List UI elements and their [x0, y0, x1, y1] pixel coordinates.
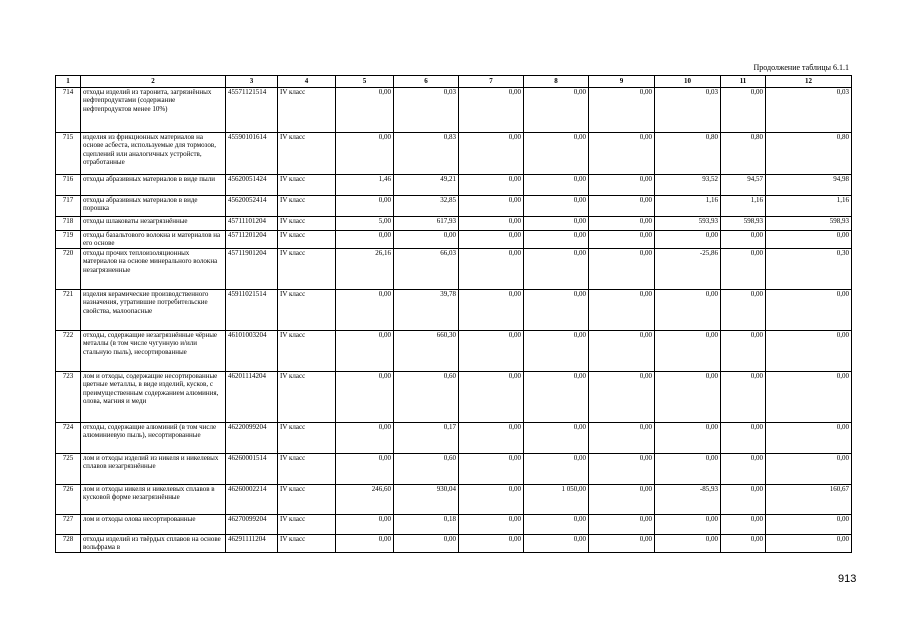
- value-col-6: 66,03: [394, 248, 459, 289]
- fkko-code: 45711901204: [226, 248, 278, 289]
- fkko-code: 45571121514: [226, 88, 278, 133]
- value-col-11: 0,00: [721, 453, 766, 484]
- value-col-10: 93,52: [655, 175, 721, 196]
- value-col-5: 0,00: [336, 422, 394, 453]
- value-col-7: 0,00: [459, 534, 524, 552]
- value-col-8: 0,00: [524, 88, 589, 133]
- value-col-12: 0,30: [766, 248, 852, 289]
- fkko-code: 46270099204: [226, 514, 278, 534]
- value-col-12: 0,03: [766, 88, 852, 133]
- row-number: 716: [56, 175, 81, 196]
- row-number: 725: [56, 453, 81, 484]
- value-col-11: 0,00: [721, 422, 766, 453]
- value-col-5: 0,00: [336, 231, 394, 249]
- value-col-8: 0,00: [524, 534, 589, 552]
- value-col-10: 0,03: [655, 88, 721, 133]
- hazard-class: IV класс: [278, 231, 336, 249]
- value-col-8: 0,00: [524, 133, 589, 175]
- waste-name: изделия из фрикционных материалов на основе асбеста, используемые для тормозов, сцеплений или аналогичных устройств, отработанные: [81, 133, 226, 175]
- value-col-6: 0,60: [394, 371, 459, 422]
- value-col-9: 0,00: [589, 231, 655, 249]
- value-col-5: 0,00: [336, 289, 394, 330]
- value-col-6: 0,00: [394, 231, 459, 249]
- waste-table: [55, 75, 852, 553]
- value-col-11: 0,00: [721, 484, 766, 514]
- waste-name: отходы изделий из твёрдых сплавов на основе вольфрама в: [81, 534, 226, 552]
- value-col-5: 0,00: [336, 534, 394, 552]
- value-col-11: 0,00: [721, 371, 766, 422]
- table-row: [56, 175, 852, 196]
- hazard-class: IV класс: [278, 217, 336, 231]
- value-col-7: 0,00: [459, 248, 524, 289]
- table-row: [56, 453, 852, 484]
- value-col-10: 0,00: [655, 330, 721, 371]
- value-col-5: 0,00: [336, 330, 394, 371]
- value-col-6: 32,85: [394, 196, 459, 217]
- value-col-9: 0,00: [589, 371, 655, 422]
- column-header: 12: [766, 76, 852, 88]
- row-number: 721: [56, 289, 81, 330]
- value-col-12: 0,80: [766, 133, 852, 175]
- hazard-class: IV класс: [278, 534, 336, 552]
- table-row: [56, 484, 852, 514]
- value-col-12: 94,98: [766, 175, 852, 196]
- value-col-10: 0,00: [655, 534, 721, 552]
- value-col-5: 1,46: [336, 175, 394, 196]
- value-col-12: 0,00: [766, 289, 852, 330]
- fkko-code: 45711201204: [226, 231, 278, 249]
- value-col-6: 0,60: [394, 453, 459, 484]
- column-header: 11: [721, 76, 766, 88]
- waste-name: отходы абразивных материалов в виде порошка: [81, 196, 226, 217]
- value-col-8: 1 050,00: [524, 484, 589, 514]
- value-col-5: 0,00: [336, 133, 394, 175]
- value-col-11: 94,57: [721, 175, 766, 196]
- table-row: [56, 217, 852, 231]
- value-col-9: 0,00: [589, 217, 655, 231]
- hazard-class: IV класс: [278, 453, 336, 484]
- hazard-class: IV класс: [278, 88, 336, 133]
- fkko-code: 46260001514: [226, 453, 278, 484]
- column-header: 8: [524, 76, 589, 88]
- value-col-6: 0,17: [394, 422, 459, 453]
- value-col-7: 0,00: [459, 514, 524, 534]
- column-header: 4: [278, 76, 336, 88]
- row-number: 728: [56, 534, 81, 552]
- value-col-5: 0,00: [336, 514, 394, 534]
- waste-name: отходы абразивных материалов в виде пыли: [81, 175, 226, 196]
- value-col-10: 0,00: [655, 289, 721, 330]
- fkko-code: 46101003204: [226, 330, 278, 371]
- column-header: 6: [394, 76, 459, 88]
- table-row: [56, 514, 852, 534]
- hazard-class: IV класс: [278, 248, 336, 289]
- value-col-7: 0,00: [459, 289, 524, 330]
- value-col-9: 0,00: [589, 248, 655, 289]
- row-number: 724: [56, 422, 81, 453]
- value-col-11: 0,00: [721, 534, 766, 552]
- value-col-7: 0,00: [459, 231, 524, 249]
- value-col-7: 0,00: [459, 453, 524, 484]
- value-col-8: 0,00: [524, 453, 589, 484]
- value-col-9: 0,00: [589, 453, 655, 484]
- row-number: 719: [56, 231, 81, 249]
- hazard-class: IV класс: [278, 133, 336, 175]
- page-number: 913: [838, 573, 857, 585]
- waste-name: отходы, содержащие незагрязнённые чёрные металлы (в том числе чугунную и/или стальную пыль), несортированные: [81, 330, 226, 371]
- table-row: [56, 196, 852, 217]
- value-col-12: 0,00: [766, 371, 852, 422]
- value-col-5: 0,00: [336, 453, 394, 484]
- value-col-11: 0,00: [721, 231, 766, 249]
- value-col-10: 0,00: [655, 371, 721, 422]
- fkko-code: 46201114204: [226, 371, 278, 422]
- table-row: [56, 289, 852, 330]
- hazard-class: IV класс: [278, 484, 336, 514]
- value-col-6: 49,21: [394, 175, 459, 196]
- value-col-8: 0,00: [524, 231, 589, 249]
- table-row: [56, 371, 852, 422]
- value-col-10: 0,00: [655, 514, 721, 534]
- value-col-9: 0,00: [589, 175, 655, 196]
- value-col-11: 0,00: [721, 248, 766, 289]
- column-header: 3: [226, 76, 278, 88]
- value-col-7: 0,00: [459, 175, 524, 196]
- value-col-10: 1,16: [655, 196, 721, 217]
- fkko-code: 46260002214: [226, 484, 278, 514]
- hazard-class: IV класс: [278, 175, 336, 196]
- value-col-10: 0,00: [655, 422, 721, 453]
- value-col-11: 0,00: [721, 330, 766, 371]
- value-col-12: 0,00: [766, 534, 852, 552]
- column-header: 5: [336, 76, 394, 88]
- value-col-9: 0,00: [589, 534, 655, 552]
- fkko-code: 45911021514: [226, 289, 278, 330]
- fkko-code: 45620051424: [226, 175, 278, 196]
- value-col-7: 0,00: [459, 133, 524, 175]
- value-col-12: 0,00: [766, 453, 852, 484]
- value-col-12: 0,00: [766, 422, 852, 453]
- value-col-10: 0,00: [655, 231, 721, 249]
- value-col-8: 0,00: [524, 422, 589, 453]
- hazard-class: IV класс: [278, 514, 336, 534]
- value-col-7: 0,00: [459, 484, 524, 514]
- row-number: 717: [56, 196, 81, 217]
- waste-name: лом и отходы изделий из никеля и никелевых сплавов незагрязнённые: [81, 453, 226, 484]
- value-col-6: 0,03: [394, 88, 459, 133]
- row-number: 718: [56, 217, 81, 231]
- table-row: [56, 133, 852, 175]
- row-number: 715: [56, 133, 81, 175]
- value-col-11: 0,00: [721, 514, 766, 534]
- value-col-6: 0,18: [394, 514, 459, 534]
- row-number: 720: [56, 248, 81, 289]
- value-col-5: 5,00: [336, 217, 394, 231]
- value-col-5: 26,16: [336, 248, 394, 289]
- hazard-class: IV класс: [278, 289, 336, 330]
- value-col-6: 0,00: [394, 534, 459, 552]
- value-col-8: 0,00: [524, 248, 589, 289]
- value-col-12: 0,00: [766, 231, 852, 249]
- value-col-8: 0,00: [524, 217, 589, 231]
- value-col-12: 160,67: [766, 484, 852, 514]
- column-header: 9: [589, 76, 655, 88]
- value-col-9: 0,00: [589, 514, 655, 534]
- value-col-5: 0,00: [336, 371, 394, 422]
- waste-name: отходы, содержащие алюминий (в том числе алюминиевую пыль), несортированные: [81, 422, 226, 453]
- waste-name: отходы базальтового волокна и материалов на его основе: [81, 231, 226, 249]
- value-col-7: 0,00: [459, 422, 524, 453]
- fkko-code: 45590101614: [226, 133, 278, 175]
- fkko-code: 46220099204: [226, 422, 278, 453]
- value-col-11: 0,00: [721, 289, 766, 330]
- value-col-5: 246,60: [336, 484, 394, 514]
- value-col-6: 930,04: [394, 484, 459, 514]
- waste-name: лом и отходы олова несортированные: [81, 514, 226, 534]
- waste-name: отходы шлаковаты незагрязнённые: [81, 217, 226, 231]
- value-col-7: 0,00: [459, 371, 524, 422]
- value-col-9: 0,00: [589, 330, 655, 371]
- value-col-10: -25,86: [655, 248, 721, 289]
- value-col-12: 598,93: [766, 217, 852, 231]
- column-header: 10: [655, 76, 721, 88]
- waste-name: отходы изделий из таронита, загрязнённых нефтепродуктами (содержание нефтепродуктов менее 10%): [81, 88, 226, 133]
- waste-name: отходы прочих теплоизоляционных материалов на основе минерального волокна незагрязненные: [81, 248, 226, 289]
- row-number: 726: [56, 484, 81, 514]
- row-number: 722: [56, 330, 81, 371]
- value-col-10: -85,93: [655, 484, 721, 514]
- value-col-10: 0,00: [655, 453, 721, 484]
- value-col-5: 0,00: [336, 196, 394, 217]
- table-row: [56, 248, 852, 289]
- value-col-8: 0,00: [524, 289, 589, 330]
- value-col-8: 0,00: [524, 175, 589, 196]
- row-number: 727: [56, 514, 81, 534]
- value-col-12: 1,16: [766, 196, 852, 217]
- value-col-9: 0,00: [589, 88, 655, 133]
- value-col-11: 0,80: [721, 133, 766, 175]
- table-row: [56, 88, 852, 133]
- value-col-11: 598,93: [721, 217, 766, 231]
- value-col-7: 0,00: [459, 330, 524, 371]
- value-col-11: 0,00: [721, 88, 766, 133]
- value-col-9: 0,00: [589, 484, 655, 514]
- header-row: [56, 76, 852, 88]
- value-col-6: 617,93: [394, 217, 459, 231]
- hazard-class: IV класс: [278, 330, 336, 371]
- value-col-9: 0,00: [589, 422, 655, 453]
- fkko-code: 46291111204: [226, 534, 278, 552]
- value-col-10: 593,93: [655, 217, 721, 231]
- value-col-6: 39,78: [394, 289, 459, 330]
- waste-name: лом и отходы, содержащие несортированные цветные металлы, в виде изделий, кусков, с преимущественным содержанием алюминия, олова, магния и меди: [81, 371, 226, 422]
- hazard-class: IV класс: [278, 422, 336, 453]
- value-col-9: 0,00: [589, 133, 655, 175]
- value-col-7: 0,00: [459, 217, 524, 231]
- hazard-class: IV класс: [278, 196, 336, 217]
- table-row: [56, 330, 852, 371]
- table-row: [56, 231, 852, 249]
- value-col-8: 0,00: [524, 330, 589, 371]
- value-col-8: 0,00: [524, 371, 589, 422]
- value-col-12: 0,00: [766, 330, 852, 371]
- value-col-9: 0,00: [589, 289, 655, 330]
- value-col-7: 0,00: [459, 196, 524, 217]
- fkko-code: 45711101204: [226, 217, 278, 231]
- waste-name: изделия керамические производственного назначения, утратившие потребительские свойства, малоопасные: [81, 289, 226, 330]
- fkko-code: 45620052414: [226, 196, 278, 217]
- column-header: 2: [81, 76, 226, 88]
- value-col-8: 0,00: [524, 514, 589, 534]
- value-col-9: 0,00: [589, 196, 655, 217]
- row-number: 723: [56, 371, 81, 422]
- value-col-10: 0,80: [655, 133, 721, 175]
- value-col-8: 0,00: [524, 196, 589, 217]
- table-row: [56, 534, 852, 552]
- column-header: 1: [56, 76, 81, 88]
- waste-name: лом и отходы никеля и никелевых сплавов в кусковой форме незагрязнённые: [81, 484, 226, 514]
- value-col-6: 660,30: [394, 330, 459, 371]
- value-col-7: 0,00: [459, 88, 524, 133]
- value-col-6: 0,83: [394, 133, 459, 175]
- row-number: 714: [56, 88, 81, 133]
- hazard-class: IV класс: [278, 371, 336, 422]
- column-header: 7: [459, 76, 524, 88]
- table-caption: Продолжение таблицы 6.1.1: [753, 63, 849, 72]
- value-col-11: 1,16: [721, 196, 766, 217]
- value-col-12: 0,00: [766, 514, 852, 534]
- table-row: [56, 422, 852, 453]
- value-col-5: 0,00: [336, 88, 394, 133]
